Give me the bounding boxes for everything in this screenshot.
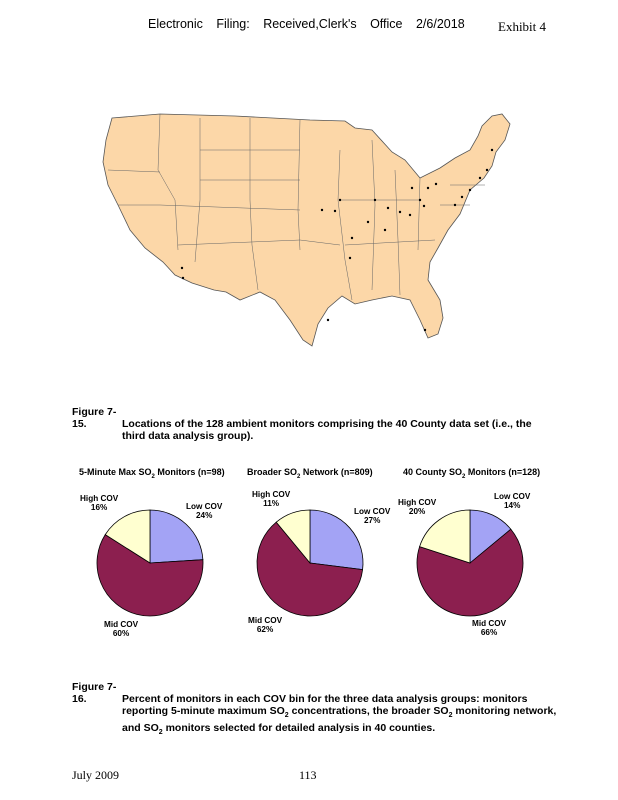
pie1-high-label: High COV 16% (80, 494, 119, 512)
stamp-part: Filing: (216, 17, 250, 31)
footer-date: July 2009 (72, 768, 120, 782)
caption-line: and $SO_2$ monitors selected for detailed analysis in 40 counties. (122, 722, 436, 737)
figure-number: Figure 7-15. (72, 406, 117, 430)
pie-title-1: 5-Minute Max $SO_2$ Monitors (n=98) (79, 467, 225, 480)
pie-title-3: 40 County $SO_2$ Monitors (n=128) (403, 467, 541, 480)
pie1-low-label: Low COV 24% (186, 502, 223, 520)
pie2-high-label: High COV 11% (252, 490, 291, 508)
stamp-part: Electronic (148, 17, 203, 31)
caption-line: reporting 5-minute maximum $SO_2$ concentrations, the broader $SO_2$ monitoring network, (122, 705, 557, 720)
pie3-high-label: High COV 20% (398, 498, 437, 516)
pie-title-2: Broader $SO_2$ Network (n=809) (247, 467, 373, 480)
pie3-low-label: Low COV 14% (494, 492, 531, 510)
pie2-mid-label: Mid COV 62% (248, 616, 283, 634)
caption-line: Percent of monitors in each COV bin for the three data analysis groups: monitors (122, 693, 528, 705)
page-number: 113 (299, 768, 317, 782)
figure-number: Figure 7-16. (72, 681, 117, 705)
stamp-part: Office (370, 17, 403, 31)
caption-line: Locations of the 128 ambient monitors comprising the 40 County data set (i.e., the (122, 418, 532, 430)
pie2-low-label: Low COV 27% (354, 507, 391, 525)
caption-line: third data analysis group). (122, 430, 254, 442)
pie3-mid-label: Mid COV 66% (472, 619, 507, 637)
exhibit-label: Exhibit 4 (498, 19, 547, 34)
pie1-mid-label: Mid COV 60% (104, 620, 139, 638)
figure-7-16-caption (72, 681, 556, 739)
stamp-part: 2/6/2018 (415, 17, 465, 31)
stamp-part: Received,Clerk's (263, 17, 357, 31)
